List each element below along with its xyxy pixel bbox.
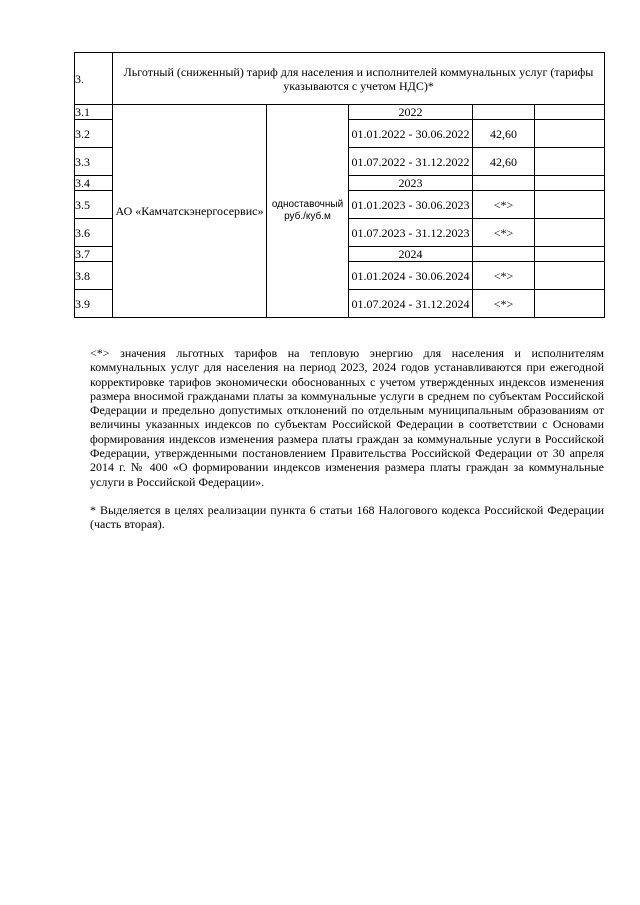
value-cell: 42,60	[473, 148, 535, 176]
value-cell: <*>	[473, 219, 535, 247]
period-cell: 2024	[349, 247, 473, 262]
value-cell: 42,60	[473, 120, 535, 148]
period-cell: 01.01.2023 - 30.06.2023	[349, 191, 473, 219]
footnote-vat-note: * Выделяется в целях реализации пункта 6 статьи 168 Налогового кодекса Российской Федерации (часть вторая).	[90, 502, 604, 532]
table-row	[75, 105, 605, 120]
value-cell	[473, 176, 535, 191]
value-cell	[473, 247, 535, 262]
footnote-tariff-note: <*> значения льготных тарифов на тепловую энергию для населения и исполнителям коммунальных услуг для населения на период 2023, 2024 годов устанавливаются при ежегодной корректировке тарифов экономически обоснованных с учетом утвержденных индексов изменения размера вносимой гражданами платы за коммунальные услуги в среднем по субъектам Российской Федерации и предельно допустимых отклонений по отдельным муниципальным образованиям от величины указанных индексов по субъектам Российской Федерации в соответствии с Основами формирования индексов изменения размера платы граждан за коммунальные услуги в Российской Федерации, утвержденными постановлением Правительства Российской Федерации от 30 апреля 2014 г. № 400 «О формировании индексов изменения размера платы граждан за коммунальные услуги в Российской Федерации».	[90, 346, 604, 489]
period-cell: 01.07.2024 - 31.12.2024	[349, 290, 473, 318]
period-cell: 2022	[349, 105, 473, 120]
tariff-table	[74, 52, 605, 318]
period-cell: 01.01.2024 - 30.06.2024	[349, 262, 473, 290]
empty-cell	[535, 105, 605, 120]
empty-cell	[535, 120, 605, 148]
period-cell: 01.07.2023 - 31.12.2023	[349, 219, 473, 247]
row-number: 3.9	[75, 290, 113, 318]
footnotes	[90, 346, 604, 546]
method-cell: одноставочный руб./куб.м	[267, 105, 349, 318]
row-number: 3.1	[75, 105, 113, 120]
row-number: 3.3	[75, 148, 113, 176]
row-number: 3.5	[75, 191, 113, 219]
period-cell: 01.01.2022 - 30.06.2022	[349, 120, 473, 148]
empty-cell	[535, 191, 605, 219]
empty-cell	[535, 290, 605, 318]
row-number: 3.7	[75, 247, 113, 262]
row-number: 3.8	[75, 262, 113, 290]
section-title: Льготный (сниженный) тариф для населения и исполнителей коммунальных услуг (тарифы указываются с учетом НДС)*	[113, 53, 605, 105]
empty-cell	[535, 262, 605, 290]
value-cell	[473, 105, 535, 120]
empty-cell	[535, 176, 605, 191]
empty-cell	[535, 148, 605, 176]
value-cell: <*>	[473, 290, 535, 318]
period-cell: 2023	[349, 176, 473, 191]
empty-cell	[535, 247, 605, 262]
row-number: 3.4	[75, 176, 113, 191]
row-number: 3.6	[75, 219, 113, 247]
section-number: 3.	[75, 53, 113, 105]
row-number: 3.2	[75, 120, 113, 148]
empty-cell	[535, 219, 605, 247]
organization-cell: АО «Камчатскэнергосервис»	[113, 105, 267, 318]
period-cell: 01.07.2022 - 31.12.2022	[349, 148, 473, 176]
value-cell: <*>	[473, 262, 535, 290]
value-cell: <*>	[473, 191, 535, 219]
section-header-row	[75, 53, 605, 105]
